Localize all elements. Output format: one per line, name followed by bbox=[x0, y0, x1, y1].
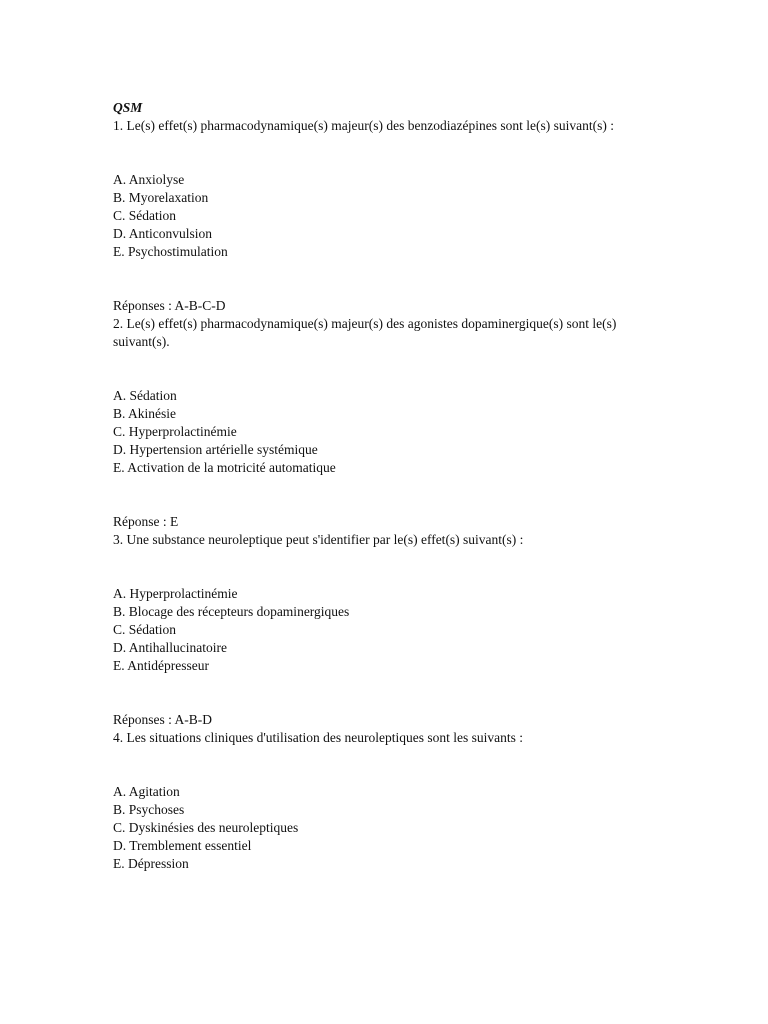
option-item: A. Anxiolyse bbox=[113, 172, 185, 187]
spacer bbox=[113, 747, 653, 783]
option-item: C. Sédation bbox=[113, 622, 176, 637]
option-item: A. Agitation bbox=[113, 784, 180, 799]
answer-line-1: Réponses : A-B-C-D bbox=[113, 298, 226, 313]
question-block-3 bbox=[113, 531, 653, 729]
option-item: E. Antidépresseur bbox=[113, 658, 209, 673]
spacer bbox=[113, 261, 653, 297]
option-item: C. Hyperprolactinémie bbox=[113, 424, 237, 439]
option-item: B. Psychoses bbox=[113, 802, 185, 817]
option-item: B. Akinésie bbox=[113, 406, 176, 421]
option-item: D. Antihallucinatoire bbox=[113, 640, 227, 655]
option-item: E. Dépression bbox=[113, 856, 189, 871]
question-prompt-4: 4. Les situations cliniques d'utilisation des neuroleptiques sont les suivants : bbox=[113, 730, 524, 745]
document-page bbox=[113, 99, 653, 873]
option-list-4 bbox=[113, 783, 653, 873]
option-item: E. Psychostimulation bbox=[113, 244, 228, 259]
spacer bbox=[113, 135, 653, 171]
answer-line-2: Réponse : E bbox=[113, 514, 179, 529]
option-item: B. Blocage des récepteurs dopaminergiques bbox=[113, 604, 350, 619]
option-item: D. Hypertension artérielle systémique bbox=[113, 442, 318, 457]
option-list-3 bbox=[113, 585, 653, 675]
option-list-2 bbox=[113, 387, 653, 477]
question-block-2 bbox=[113, 315, 653, 531]
spacer bbox=[113, 477, 653, 513]
question-block-1 bbox=[113, 117, 653, 315]
question-prompt-2: 2. Le(s) effet(s) pharmacodynamique(s) majeur(s) des agonistes dopaminergique(s) sont le(s) suivant(s). bbox=[113, 316, 617, 349]
spacer bbox=[113, 549, 653, 585]
spacer bbox=[113, 351, 653, 387]
option-item: E. Activation de la motricité automatique bbox=[113, 460, 336, 475]
option-item: C. Sédation bbox=[113, 208, 176, 223]
option-item: B. Myorelaxation bbox=[113, 190, 209, 205]
option-list-1 bbox=[113, 171, 653, 261]
option-item: D. Anticonvulsion bbox=[113, 226, 213, 241]
question-block-4 bbox=[113, 729, 653, 873]
option-item: A. Hyperprolactinémie bbox=[113, 586, 238, 601]
option-item: C. Dyskinésies des neuroleptiques bbox=[113, 820, 299, 835]
spacer bbox=[113, 675, 653, 711]
question-prompt-3: 3. Une substance neuroleptique peut s'identifier par le(s) effet(s) suivant(s) : bbox=[113, 532, 524, 547]
option-item: A. Sédation bbox=[113, 388, 177, 403]
question-prompt-1: 1. Le(s) effet(s) pharmacodynamique(s) majeur(s) des benzodiazépines sont le(s) suivant(s) : bbox=[113, 118, 614, 133]
document-heading: QSM bbox=[113, 100, 143, 115]
answer-line-3: Réponses : A-B-D bbox=[113, 712, 212, 727]
option-item: D. Tremblement essentiel bbox=[113, 838, 252, 853]
